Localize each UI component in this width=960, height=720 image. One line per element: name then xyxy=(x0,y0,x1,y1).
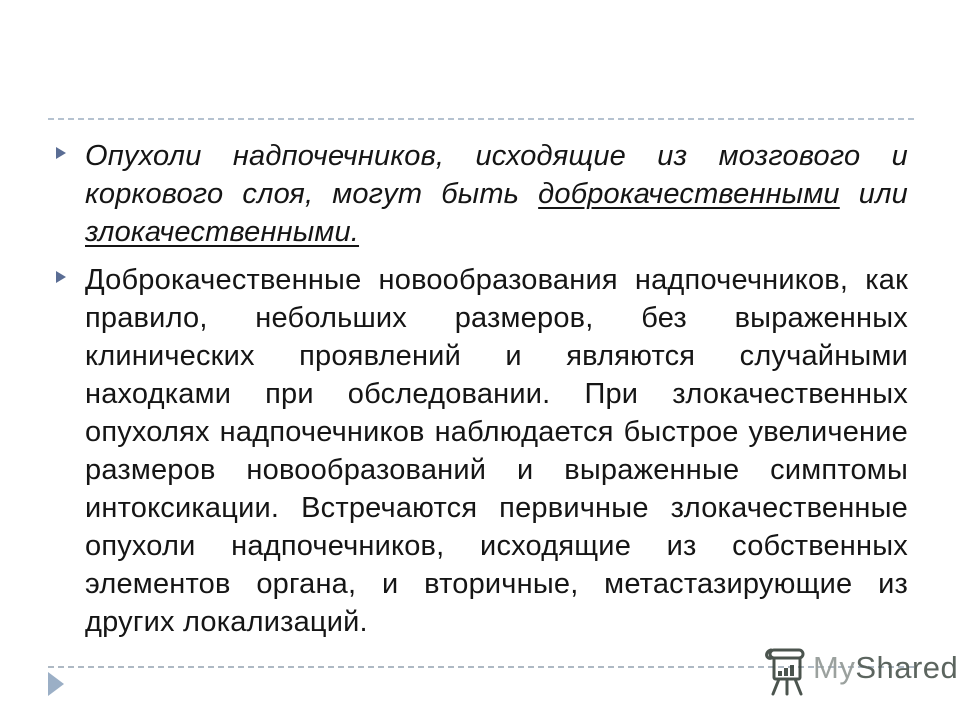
paragraph-tumor-types xyxy=(85,137,908,251)
triangle-bullet-icon xyxy=(56,147,66,159)
text-segment-underlined: доброкачественными xyxy=(538,178,840,210)
text-segment-underlined: злокачественными. xyxy=(85,216,360,248)
flipchart-icon xyxy=(762,644,806,698)
brand-shared: Shared xyxy=(855,649,959,685)
myshared-watermark xyxy=(762,644,958,698)
list-item xyxy=(56,261,908,641)
bullet-cell xyxy=(56,137,85,159)
text-segment: Опухоли надпочечников, исходящие из мозгового и коркового слоя, могут быть xyxy=(85,140,908,210)
list-item xyxy=(56,137,908,251)
top-dashed-divider xyxy=(48,118,914,120)
corner-triangle-icon xyxy=(48,672,64,696)
brand-my: My xyxy=(813,649,856,685)
bullet-cell xyxy=(56,261,85,283)
myshared-brand-text xyxy=(813,649,959,685)
paragraph-tumor-description: Доброкачественные новообразования надпочечников, как правило, небольших размеров, без выраженных клинических проявлений и являются случайными находками при обследовании. При злокачественных опухолях надпочечников наблюдается быстрое увеличение размеров новообразований и выраженные симптомы интоксикации. Встречаются первичные злокачественные опухоли надпочечников, исходящие из собственных элементов органа, и вторичные, метастазирующие из других локализаций. xyxy=(85,264,908,638)
slide-body xyxy=(56,137,908,641)
text-segment: или xyxy=(839,178,908,210)
triangle-bullet-icon xyxy=(56,271,66,283)
